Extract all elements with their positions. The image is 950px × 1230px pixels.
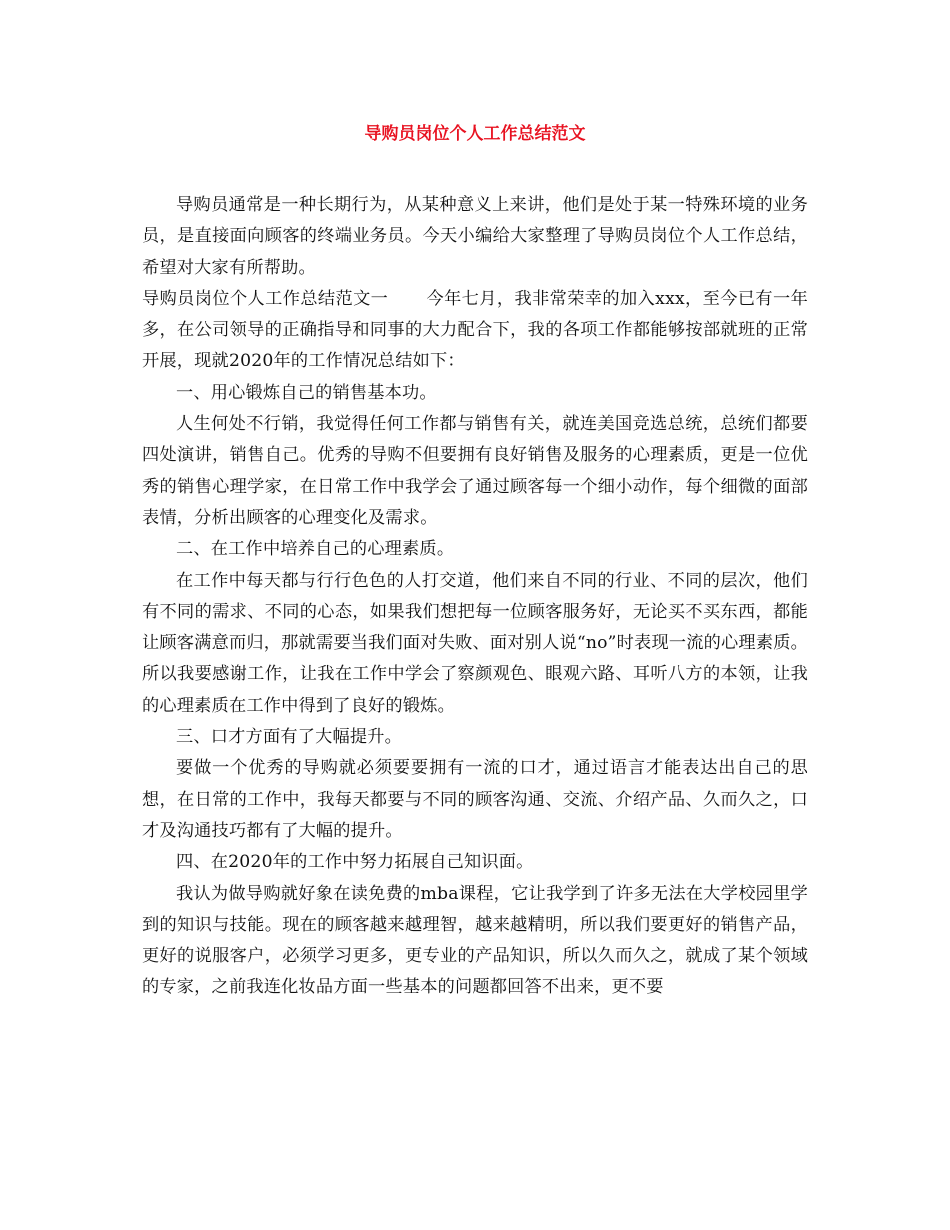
section-heading-4: 四、在2020年的工作中努力拓展自己知识面。 (176, 852, 534, 873)
paragraph-4: 我认为做导购就好象在读免费的mba课程，它让我学到了许多无法在大学校园里学到的知识与技能。现在的顾客越来越理智，越来越精明，所以我们要更好的销售产品，更好的说服客户，必须学习更多，更专业的产品知识，所以久而久之，就成了某个领域的专家，之前我连化妆品方面一些基本的问题都回答不出来，更不要 (142, 883, 808, 998)
paragraph-3: 要做一个优秀的导购就必须要要拥有一流的口才，通过语言才能表达出自己的思想，在日常的工作中，我每天都要与不同的顾客沟通、交流、介绍产品、久而久之，口才及沟通技巧都有了大幅的提升。 (142, 758, 808, 841)
section-label: 导购员岗位个人工作总结范文一 (142, 288, 389, 309)
section-heading-3: 三、口才方面有了大幅提升。 (176, 727, 403, 748)
section-heading-1: 一、用心锻炼自己的销售基本功。 (176, 382, 437, 403)
paragraph-2: 在工作中每天都与行行色色的人打交道，他们来自不同的行业、不同的层次，他们有不同的需求、不同的心态，如果我们想把每一位顾客服务好，无论买不买东西，都能让顾客满意而归，那就需要当我们面对失败、面对别人说“no”时表现一流的心理素质。所以我要感谢工作，让我在工作中学会了察颜观色、眼观六路、耳听八方的本领，让我的心理素质在工作中得到了良好的锻炼。 (142, 570, 808, 716)
intro-paragraph: 导购员通常是一种长期行为，从某种意义上来讲，他们是处于某一特殊环境的业务员，是直接面向顾客的终端业务员。今天小编给大家整理了导购员岗位个人工作总结，希望对大家有所帮助。 (142, 195, 808, 278)
paragraph-1: 人生何处不行销，我觉得任何工作都与销售有关，就连美国竞选总统，总统们都要四处演讲，销售自己。优秀的导购不但要拥有良好销售及服务的心理素质，更是一位优秀的销售心理学家，在日常工作中我学会了通过顾客每一个细小动作，每个细微的面部表情，分析出顾客的心理变化及需求。 (142, 414, 808, 528)
document-title: 导购员岗位个人工作总结范文 (364, 124, 586, 144)
document-body (142, 190, 808, 1004)
section-heading-2: 二、在工作中培养自己的心理素质。 (176, 539, 455, 560)
section-opening-paragraph (142, 284, 808, 378)
opening-text: 今年七月，我非常荣幸的加入xxx，至今已有一年多，在公司领导的正确指导和同事的大力配合下，我的各项工作都能够按部就班的正常开展，现就2020年的工作情况总结如下： (142, 288, 808, 372)
